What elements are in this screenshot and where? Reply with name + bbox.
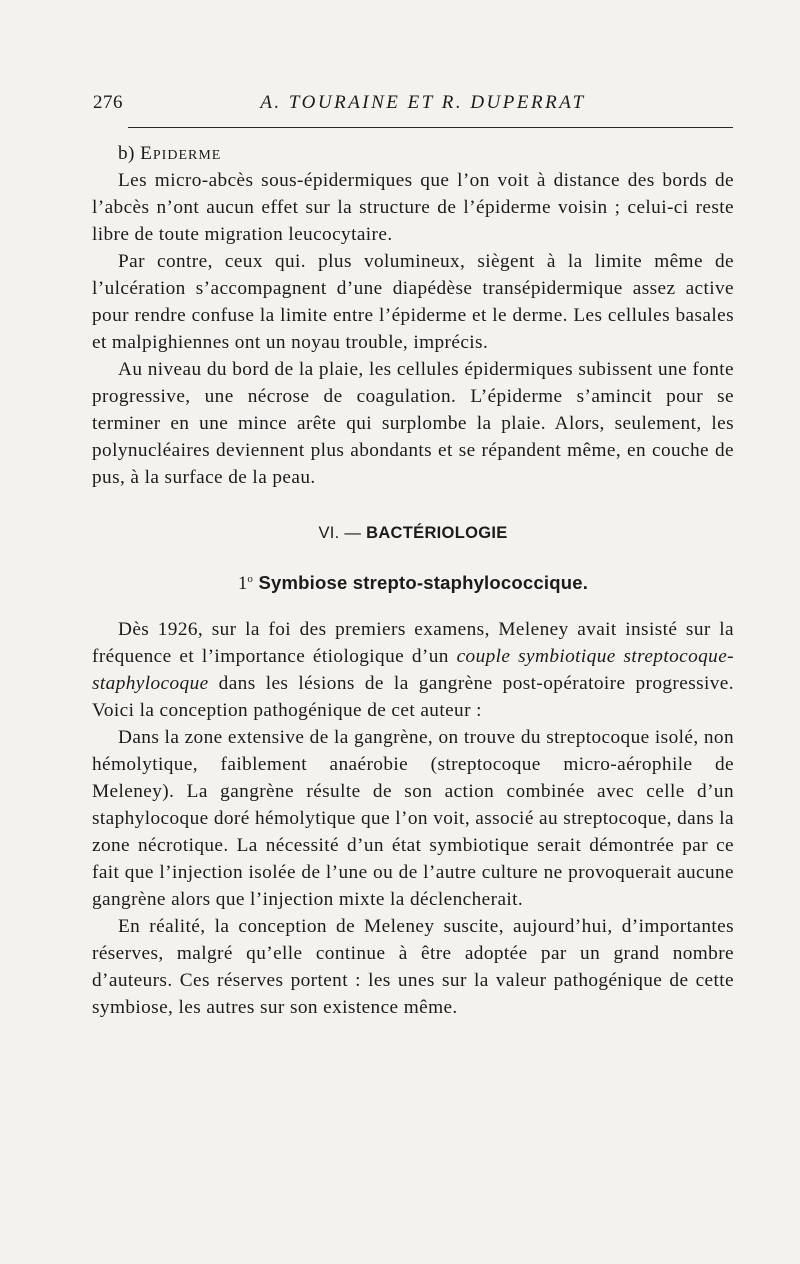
paragraph-1-2: Dans la zone extensive de la gangrène, on trouve du streptocoque isolé, non hémolytique, faiblement anaérobie (streptocoque micro-aérophile de Meleney). La gangrène résulte de son action combinée avec celle d’un staphylocoque doré hémolytique que l’on voit, associé au streptocoque, dans la zone nécrotique. La nécessité d’un état symbiotique serait démontrée par ce fait que l’injection isolée de l’une ou de l’autre culture ne provoquerait aucune gangrène alors que l’injection mixte la déclencherait. [92, 727, 734, 911]
paragraph-b-2: Par contre, ceux qui. plus volumineux, siègent à la limite même de l’ulcération s’accompagnent d’une diapédèse transépidermique assez active pour rendre confuse la limite entre l’épiderme et le derme. Les cellules basales et malpighiennes ont un noyau trouble, imprécis. [92, 251, 734, 353]
section-title: BACTÉRIOLOGIE [366, 524, 508, 542]
page-body [92, 140, 734, 1021]
paragraph-1-1-italic: couple symbiotique streptocoque-staphylocoque [92, 646, 734, 695]
section-numeral: VI. — [318, 524, 362, 542]
paragraph-1-1 [92, 616, 734, 724]
section-heading [92, 513, 734, 553]
subsection-1-title: Symbiose strepto-staphylococcique. [258, 572, 589, 594]
subsection-b-title: Epiderme [140, 143, 222, 164]
running-head: A. TOURAINE ET R. DUPERRAT [260, 92, 586, 113]
subsection-1-number: 1 [237, 574, 248, 595]
subsection-b-heading [92, 140, 734, 167]
page-header [93, 92, 733, 118]
paragraph-b-3: Au niveau du bord de la plaie, les cellules épidermiques subissent une fonte progressive, une nécrose de coagulation. L’épiderme s’amincit pour se terminer en une mince arête qui surplombe la plaie. Alors, seulement, les polynucléaires deviennent plus abondants et se répandent même, en couche de pus, à la surface de la peau. [92, 359, 734, 488]
header-rule [128, 127, 733, 128]
subsection-b-label: b) [118, 143, 135, 164]
subsection-1-heading [92, 561, 734, 602]
subsection-1-ordinal: o [247, 573, 254, 585]
paragraph-b-1: Les micro-abcès sous-épidermiques que l’on voit à distance des bords de l’abcès n’ont aucun effet sur la structure de l’épiderme voisin ; celui-ci reste libre de toute migration leucocytaire. [92, 170, 734, 245]
paragraph-1-1-text-b: dans les lésions de la gangrène post-opératoire progressive. Voici la conception pathogénique de cet auteur : [92, 673, 734, 722]
paragraph-1-3: En réalité, la conception de Meleney suscite, aujourd’hui, d’importantes réserves, malgré qu’elle continue à être adoptée par un grand nombre d’auteurs. Ces réserves portent : les unes sur la valeur pathogénique de cette symbiose, les autres sur son existence même. [92, 916, 734, 1019]
page-number: 276 [93, 92, 123, 113]
paragraph-1-1-text-a: Dès 1926, sur la foi des premiers examens, Meleney avait insisté sur la fréquence et l’importance étiologique d’un [92, 619, 734, 668]
